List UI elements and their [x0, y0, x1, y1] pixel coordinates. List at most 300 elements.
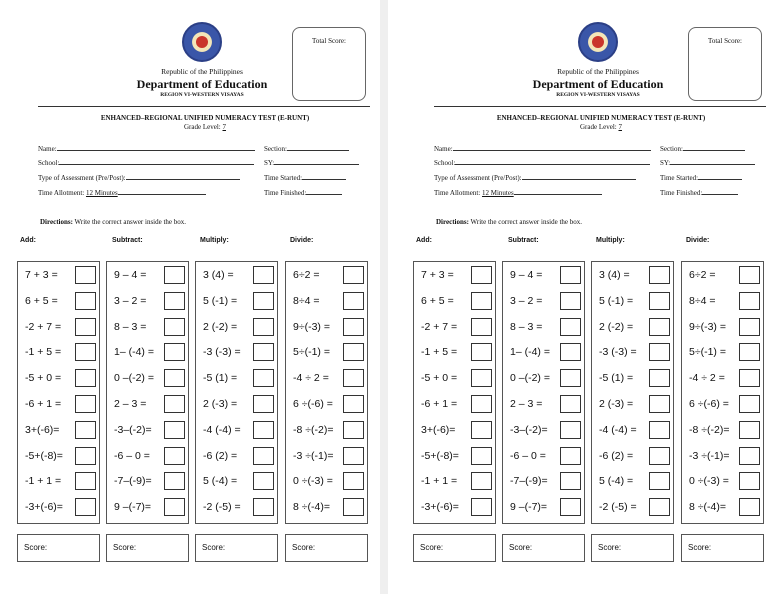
- problem-row: [18, 471, 99, 493]
- problem-expression: -6 + 1 =: [25, 398, 62, 410]
- problem-row: [196, 342, 277, 364]
- problem-row: [414, 265, 495, 287]
- problem-expression: 9 – 4 =: [510, 269, 543, 281]
- problem-expression: 5÷(-1) =: [689, 346, 726, 359]
- problem-expression: 5 (-4) =: [599, 475, 634, 488]
- section-field: Section:: [660, 144, 745, 153]
- answer-box[interactable]: [560, 498, 581, 516]
- page-gap: [380, 0, 388, 594]
- answer-box[interactable]: [560, 369, 581, 387]
- problem-row: [196, 471, 277, 493]
- subtract-column: [106, 261, 189, 524]
- directions: Directions: Write the correct answer inside the box.: [436, 218, 583, 226]
- problem-expression: -8 ÷(-2)=: [689, 423, 730, 436]
- divide-heading: Divide:: [686, 237, 710, 244]
- problem-row: [414, 394, 495, 416]
- problem-expression: -5 (1) =: [203, 372, 238, 385]
- problem-row: [107, 420, 188, 442]
- problem-row: [414, 446, 495, 468]
- problem-expression: 6÷2 =: [293, 269, 320, 281]
- problem-row: [286, 265, 367, 287]
- answer-box[interactable]: [164, 447, 185, 465]
- republic-heading: Republic of the Philippines: [161, 67, 243, 76]
- answer-box[interactable]: [343, 266, 364, 284]
- problem-row: [286, 394, 367, 416]
- problem-row: [682, 446, 763, 468]
- problem-expression: 2 (-2) =: [599, 320, 634, 333]
- problem-row: [592, 497, 673, 519]
- problem-row: [592, 342, 673, 364]
- grade-value: 7: [222, 123, 226, 131]
- answer-box[interactable]: [649, 318, 670, 336]
- problem-expression: -6 (2) =: [203, 449, 238, 462]
- answer-box[interactable]: [343, 343, 364, 361]
- time-started-field: Time Started:: [660, 173, 742, 182]
- answer-box[interactable]: [343, 498, 364, 516]
- problem-expression: -2 (-5) =: [599, 501, 637, 514]
- problem-row: [107, 291, 188, 313]
- problem-expression: 8 ÷(-4)=: [689, 501, 726, 514]
- problem-expression: -3 ÷(-1)=: [689, 449, 730, 462]
- grade-value: 7: [618, 123, 622, 131]
- problem-row: [503, 420, 584, 442]
- time-allotment-field: Time Allotment: 12 Minutes: [38, 188, 206, 197]
- problem-row: [196, 497, 277, 519]
- answer-box[interactable]: [253, 318, 274, 336]
- problem-row: [196, 291, 277, 313]
- divide-column: [681, 261, 764, 524]
- multiply-score-box: Score:: [195, 534, 278, 562]
- answer-box[interactable]: [649, 472, 670, 490]
- problem-expression: -3+(-6)=: [25, 501, 63, 514]
- problem-expression: 0 ÷(-3) =: [293, 475, 333, 488]
- problem-expression: 1– (-4) =: [510, 346, 550, 359]
- problem-row: [682, 291, 763, 313]
- answer-box[interactable]: [471, 447, 492, 465]
- answer-box[interactable]: [75, 369, 96, 387]
- multiply-column: [195, 261, 278, 524]
- answer-box[interactable]: [560, 472, 581, 490]
- answer-box[interactable]: [739, 369, 760, 387]
- problem-row: [286, 291, 367, 313]
- multiply-score-box: Score:: [591, 534, 674, 562]
- answer-box[interactable]: [739, 266, 760, 284]
- test-title: ENHANCED–REGIONAL UNIFIED NUMERACY TEST (E-RUNT): [496, 114, 706, 122]
- republic-heading: Republic of the Philippines: [557, 67, 639, 76]
- time-finished-field: Time Finished:: [660, 188, 738, 197]
- problem-row: [107, 497, 188, 519]
- add-score-box: Score:: [413, 534, 496, 562]
- problem-expression: -6 + 1 =: [421, 398, 458, 410]
- subtract-heading: Subtract:: [112, 237, 143, 244]
- problem-row: [503, 446, 584, 468]
- answer-box[interactable]: [164, 318, 185, 336]
- problem-expression: -6 – 0 =: [114, 449, 150, 462]
- problem-row: [18, 291, 99, 313]
- deped-seal-icon: [578, 22, 618, 62]
- add-heading: Add:: [416, 237, 432, 244]
- answer-box[interactable]: [164, 421, 185, 439]
- problem-expression: 8 – 3 =: [114, 320, 147, 333]
- problem-expression: 8 ÷(-4)=: [293, 501, 330, 514]
- divide-score-box: Score:: [285, 534, 368, 562]
- answer-box[interactable]: [253, 292, 274, 310]
- answer-box[interactable]: [560, 395, 581, 413]
- add-heading: Add:: [20, 237, 36, 244]
- problem-row: [592, 291, 673, 313]
- problem-row: [196, 317, 277, 339]
- grade-level: [436, 123, 766, 131]
- answer-box[interactable]: [343, 447, 364, 465]
- problem-row: [503, 291, 584, 313]
- subtract-column: [502, 261, 585, 524]
- answer-box[interactable]: [471, 343, 492, 361]
- problem-row: [18, 394, 99, 416]
- problem-row: [196, 265, 277, 287]
- answer-box[interactable]: [739, 421, 760, 439]
- answer-box[interactable]: [739, 292, 760, 310]
- problem-row: [286, 446, 367, 468]
- answer-box[interactable]: [75, 447, 96, 465]
- answer-box[interactable]: [649, 292, 670, 310]
- problem-row: [503, 342, 584, 364]
- answer-box[interactable]: [649, 421, 670, 439]
- problem-expression: -3–(-2)=: [510, 423, 548, 436]
- problem-row: [414, 420, 495, 442]
- problem-row: [592, 317, 673, 339]
- problem-expression: -1 + 5 =: [25, 346, 62, 359]
- problem-row: [592, 368, 673, 390]
- problem-expression: 2 (-3) =: [599, 398, 634, 410]
- problem-row: [682, 317, 763, 339]
- problem-expression: 5 (-4) =: [203, 475, 238, 488]
- answer-box[interactable]: [164, 343, 185, 361]
- problem-expression: 7 + 3 =: [25, 269, 58, 281]
- problem-expression: 9÷(-3) =: [689, 320, 726, 333]
- deped-seal-icon: [182, 22, 222, 62]
- problem-row: [414, 342, 495, 364]
- answer-box[interactable]: [253, 447, 274, 465]
- answer-box[interactable]: [343, 472, 364, 490]
- problem-row: [592, 446, 673, 468]
- problem-row: [286, 471, 367, 493]
- problem-row: [18, 317, 99, 339]
- time-started-field: Time Started:: [264, 173, 346, 182]
- problem-row: [503, 471, 584, 493]
- problem-expression: -2 + 7 =: [421, 320, 458, 333]
- problem-expression: -5+(-8)=: [25, 449, 63, 462]
- problem-expression: -3 (-3) =: [203, 346, 241, 359]
- problem-row: [18, 446, 99, 468]
- problem-row: [107, 342, 188, 364]
- problem-row: [196, 368, 277, 390]
- problem-row: [414, 368, 495, 390]
- answer-box[interactable]: [253, 343, 274, 361]
- answer-box[interactable]: [253, 421, 274, 439]
- problem-row: [18, 497, 99, 519]
- sy-field: SY:: [660, 158, 755, 167]
- problem-expression: 5 (-1) =: [203, 294, 238, 307]
- department-heading: Department of Education: [136, 77, 268, 91]
- answer-box[interactable]: [471, 395, 492, 413]
- answer-box[interactable]: [164, 266, 185, 284]
- divide-heading: Divide:: [290, 237, 314, 244]
- problem-row: [107, 368, 188, 390]
- problem-row: [592, 265, 673, 287]
- problem-row: [107, 394, 188, 416]
- answer-box[interactable]: [75, 343, 96, 361]
- multiply-heading: Multiply:: [200, 237, 229, 244]
- problem-expression: 9 – 4 =: [114, 269, 147, 281]
- answer-box[interactable]: [560, 266, 581, 284]
- test-sheet-right: [396, 0, 768, 594]
- problem-row: [107, 317, 188, 339]
- problem-row: [196, 394, 277, 416]
- problem-row: [286, 497, 367, 519]
- problem-expression: -1 + 5 =: [421, 346, 458, 359]
- directions: Directions: Write the correct answer inside the box.: [40, 218, 187, 226]
- problem-expression: -8 ÷(-2)=: [293, 423, 334, 436]
- answer-box[interactable]: [739, 343, 760, 361]
- problem-row: [503, 265, 584, 287]
- answer-box[interactable]: [75, 318, 96, 336]
- sy-field: SY:: [264, 158, 359, 167]
- problem-row: [196, 420, 277, 442]
- problem-expression: 3 – 2 =: [114, 294, 147, 307]
- add-score-box: Score:: [17, 534, 100, 562]
- problem-expression: 0 –(-2) =: [510, 372, 550, 385]
- answer-box[interactable]: [560, 343, 581, 361]
- problem-row: [107, 471, 188, 493]
- school-field: School:: [434, 158, 650, 167]
- answer-box[interactable]: [471, 369, 492, 387]
- answer-box[interactable]: [560, 421, 581, 439]
- answer-box[interactable]: [343, 421, 364, 439]
- region-heading: REGION VI-WESTERN VISAYAS: [160, 92, 244, 98]
- multiply-heading: Multiply:: [596, 237, 625, 244]
- answer-box[interactable]: [739, 498, 760, 516]
- answer-box[interactable]: [649, 369, 670, 387]
- problem-expression: -4 ÷ 2 =: [689, 372, 725, 385]
- answer-box[interactable]: [649, 395, 670, 413]
- answer-box[interactable]: [253, 472, 274, 490]
- subtract-score-box: Score:: [502, 534, 585, 562]
- name-field: Name:: [434, 144, 651, 153]
- problem-expression: 7 + 3 =: [421, 269, 454, 281]
- problem-expression: -5 (1) =: [599, 372, 634, 385]
- answer-box[interactable]: [343, 395, 364, 413]
- problem-row: [503, 317, 584, 339]
- problem-expression: -3 ÷(-1)=: [293, 449, 334, 462]
- problem-row: [18, 420, 99, 442]
- answer-box[interactable]: [164, 369, 185, 387]
- divide-score-box: Score:: [681, 534, 764, 562]
- answer-box[interactable]: [75, 472, 96, 490]
- problem-expression: 2 (-2) =: [203, 320, 238, 333]
- answer-box[interactable]: [164, 472, 185, 490]
- region-heading: REGION VI-WESTERN VISAYAS: [556, 92, 640, 98]
- answer-box[interactable]: [739, 472, 760, 490]
- section-field: Section:: [264, 144, 349, 153]
- problem-row: [414, 497, 495, 519]
- answer-box[interactable]: [253, 395, 274, 413]
- grade-label: Grade Level:: [580, 123, 617, 131]
- answer-box[interactable]: [75, 421, 96, 439]
- problem-expression: -5 + 0 =: [25, 372, 62, 385]
- problem-expression: 3+(-6)=: [25, 423, 60, 436]
- problem-expression: -6 – 0 =: [510, 449, 546, 462]
- problem-expression: 8÷4 =: [689, 294, 716, 307]
- assessment-field: Type of Assessment (Pre/Post):: [434, 173, 636, 182]
- problem-expression: 9 –(-7)=: [510, 501, 548, 514]
- problem-expression: 2 – 3 =: [114, 398, 147, 410]
- problem-row: [286, 317, 367, 339]
- problem-row: [503, 394, 584, 416]
- time-finished-field: Time Finished:: [264, 188, 342, 197]
- problem-expression: 5 (-1) =: [599, 294, 634, 307]
- problem-expression: -5 + 0 =: [421, 372, 458, 385]
- answer-box[interactable]: [471, 318, 492, 336]
- department-heading: Department of Education: [532, 77, 664, 91]
- problem-expression: 0 –(-2) =: [114, 372, 154, 385]
- problem-row: [196, 446, 277, 468]
- problem-row: [18, 342, 99, 364]
- problem-expression: 2 – 3 =: [510, 398, 543, 410]
- answer-box[interactable]: [471, 292, 492, 310]
- problem-expression: 8÷4 =: [293, 294, 320, 307]
- answer-box[interactable]: [75, 292, 96, 310]
- answer-box[interactable]: [164, 292, 185, 310]
- problem-expression: -1 + 1 =: [421, 475, 458, 488]
- problem-row: [18, 368, 99, 390]
- problem-expression: 8 – 3 =: [510, 320, 543, 333]
- problem-expression: -4 (-4) =: [203, 423, 241, 436]
- problem-row: [286, 342, 367, 364]
- problem-row: [107, 265, 188, 287]
- problem-row: [18, 265, 99, 287]
- test-sheet-left: [0, 0, 372, 594]
- answer-box[interactable]: [560, 447, 581, 465]
- problem-row: [286, 420, 367, 442]
- answer-box[interactable]: [253, 266, 274, 284]
- answer-box[interactable]: [739, 318, 760, 336]
- problem-row: [503, 497, 584, 519]
- answer-box[interactable]: [649, 343, 670, 361]
- problem-expression: 3 (4) =: [203, 269, 234, 281]
- answer-box[interactable]: [471, 266, 492, 284]
- problem-expression: 9 –(-7)=: [114, 501, 152, 514]
- problem-expression: 3 – 2 =: [510, 294, 543, 307]
- grade-label: Grade Level:: [184, 123, 221, 131]
- problem-expression: 3 (4) =: [599, 269, 630, 281]
- answer-box[interactable]: [343, 369, 364, 387]
- problem-expression: 3+(-6)=: [421, 423, 456, 436]
- answer-box[interactable]: [739, 447, 760, 465]
- problem-expression: -3+(-6)=: [421, 501, 459, 514]
- answer-box[interactable]: [253, 498, 274, 516]
- problem-row: [682, 342, 763, 364]
- answer-box[interactable]: [471, 498, 492, 516]
- answer-box[interactable]: [164, 498, 185, 516]
- problem-row: [286, 368, 367, 390]
- problem-expression: 0 ÷(-3) =: [689, 475, 729, 488]
- problem-row: [414, 291, 495, 313]
- problem-expression: -7–(-9)=: [510, 475, 548, 488]
- answer-box[interactable]: [164, 395, 185, 413]
- problem-row: [414, 317, 495, 339]
- answer-box[interactable]: [471, 421, 492, 439]
- answer-box[interactable]: [560, 292, 581, 310]
- multiply-column: [591, 261, 674, 524]
- problem-expression: -1 + 1 =: [25, 475, 62, 488]
- problem-row: [414, 471, 495, 493]
- problem-row: [682, 368, 763, 390]
- test-title: ENHANCED–REGIONAL UNIFIED NUMERACY TEST (E-RUNT): [100, 114, 310, 122]
- problem-row: [682, 394, 763, 416]
- problem-row: [107, 446, 188, 468]
- name-field: Name:: [38, 144, 255, 153]
- header-rule: [434, 106, 766, 107]
- answer-box[interactable]: [649, 266, 670, 284]
- answer-box[interactable]: [739, 395, 760, 413]
- problem-row: [592, 420, 673, 442]
- answer-box[interactable]: [75, 266, 96, 284]
- subtract-score-box: Score:: [106, 534, 189, 562]
- problem-expression: 6 ÷(-6) =: [293, 398, 333, 410]
- divide-column: [285, 261, 368, 524]
- problem-row: [682, 265, 763, 287]
- problem-row: [592, 394, 673, 416]
- problem-expression: -5+(-8)=: [421, 449, 459, 462]
- time-allotment-field: Time Allotment: 12 Minutes: [434, 188, 602, 197]
- total-score-label: Total Score:: [312, 37, 346, 45]
- problem-expression: 6 ÷(-6) =: [689, 398, 729, 410]
- assessment-field: Type of Assessment (Pre/Post):: [38, 173, 240, 182]
- problem-row: [503, 368, 584, 390]
- problem-expression: -3–(-2)=: [114, 423, 152, 436]
- problem-expression: 2 (-3) =: [203, 398, 238, 410]
- subtract-heading: Subtract:: [508, 237, 539, 244]
- answer-box[interactable]: [343, 318, 364, 336]
- answer-box[interactable]: [649, 447, 670, 465]
- problem-row: [682, 471, 763, 493]
- problem-expression: -7–(-9)=: [114, 475, 152, 488]
- answer-box[interactable]: [253, 369, 274, 387]
- problem-expression: -4 (-4) =: [599, 423, 637, 436]
- total-score-label: Total Score:: [708, 37, 742, 45]
- answer-box[interactable]: [560, 318, 581, 336]
- problem-expression: 6 + 5 =: [25, 294, 58, 307]
- answer-box[interactable]: [75, 395, 96, 413]
- answer-box[interactable]: [471, 472, 492, 490]
- school-field: School:: [38, 158, 254, 167]
- problem-expression: 6 + 5 =: [421, 294, 454, 307]
- problem-expression: -2 (-5) =: [203, 501, 241, 514]
- problem-expression: -2 + 7 =: [25, 320, 62, 333]
- answer-box[interactable]: [343, 292, 364, 310]
- add-column: [17, 261, 100, 524]
- problem-expression: 6÷2 =: [689, 269, 716, 281]
- grade-level: [40, 123, 370, 131]
- problem-expression: -4 ÷ 2 =: [293, 372, 329, 385]
- problem-expression: -6 (2) =: [599, 449, 634, 462]
- problem-expression: 5÷(-1) =: [293, 346, 330, 359]
- problem-expression: 1– (-4) =: [114, 346, 154, 359]
- answer-box[interactable]: [649, 498, 670, 516]
- problem-row: [592, 471, 673, 493]
- header-rule: [38, 106, 370, 107]
- answer-box[interactable]: [75, 498, 96, 516]
